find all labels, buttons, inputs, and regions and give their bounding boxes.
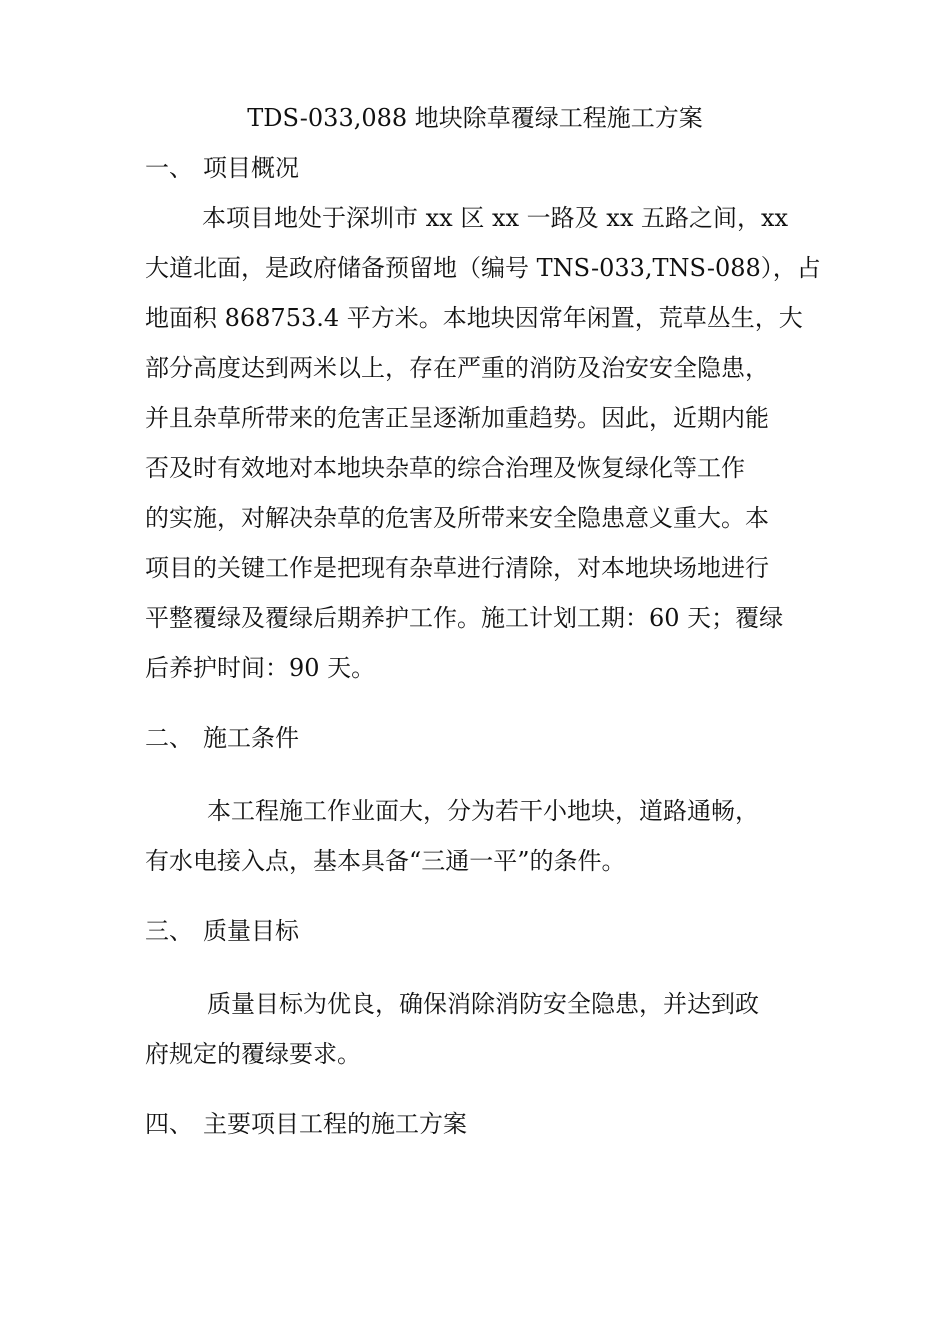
- section-heading-1: [145, 150, 299, 186]
- section-title-3: 质量目标: [203, 917, 299, 945]
- paragraph-line: 平整覆绿及覆绿后期养护工作。施工计划工期：60 天；覆绿: [145, 604, 784, 632]
- section-heading-3: [145, 913, 299, 949]
- section-number-2: 二、: [145, 724, 193, 752]
- section-title-2: 施工条件: [203, 724, 299, 752]
- section-heading-4: [145, 1106, 467, 1142]
- section-number-3: 三、: [145, 917, 193, 945]
- paragraph-line: 府规定的覆绿要求。: [145, 1040, 361, 1068]
- section-number-4: 四、: [145, 1110, 193, 1138]
- document-title: TDS-033,088 地块除草覆绿工程施工方案: [247, 104, 703, 132]
- section-title-1: 项目概况: [203, 154, 299, 182]
- section-heading-2: [145, 720, 299, 756]
- section-title-4: 主要项目工程的施工方案: [203, 1110, 467, 1138]
- paragraph-line: 部分高度达到两米以上，存在严重的消防及治安安全隐患，: [145, 354, 769, 382]
- paragraph-line: 的实施，对解决杂草的危害及所带来安全隐患意义重大。本: [145, 504, 769, 532]
- paragraph-line: 地面积 868753.4 平方米。本地块因常年闲置，荒草丛生，大: [145, 304, 803, 332]
- paragraph-line: 后养护时间：90 天。: [145, 654, 376, 682]
- section-number-1: 一、: [145, 154, 193, 182]
- paragraph-line: 本工程施工作业面大，分为若干小地块，道路通畅，: [207, 797, 759, 825]
- paragraph-line: 质量目标为优良，确保消除消防安全隐患，并达到政: [207, 990, 759, 1018]
- paragraph-line: 项目的关键工作是把现有杂草进行清除，对本地块场地进行: [145, 554, 769, 582]
- paragraph-line: 否及时有效地对本地块杂草的综合治理及恢复绿化等工作: [145, 454, 745, 482]
- paragraph-line: 大道北面，是政府储备预留地（编号 TNS-033,TNS-088），占: [145, 254, 821, 282]
- paragraph-line: 并且杂草所带来的危害正呈逐渐加重趋势。因此，近期内能: [145, 404, 769, 432]
- paragraph-line: 有水电接入点，基本具备“三通一平”的条件。: [145, 847, 626, 875]
- paragraph-line: 本项目地处于深圳市 xx 区 xx 一路及 xx 五路之间，xx: [202, 204, 789, 232]
